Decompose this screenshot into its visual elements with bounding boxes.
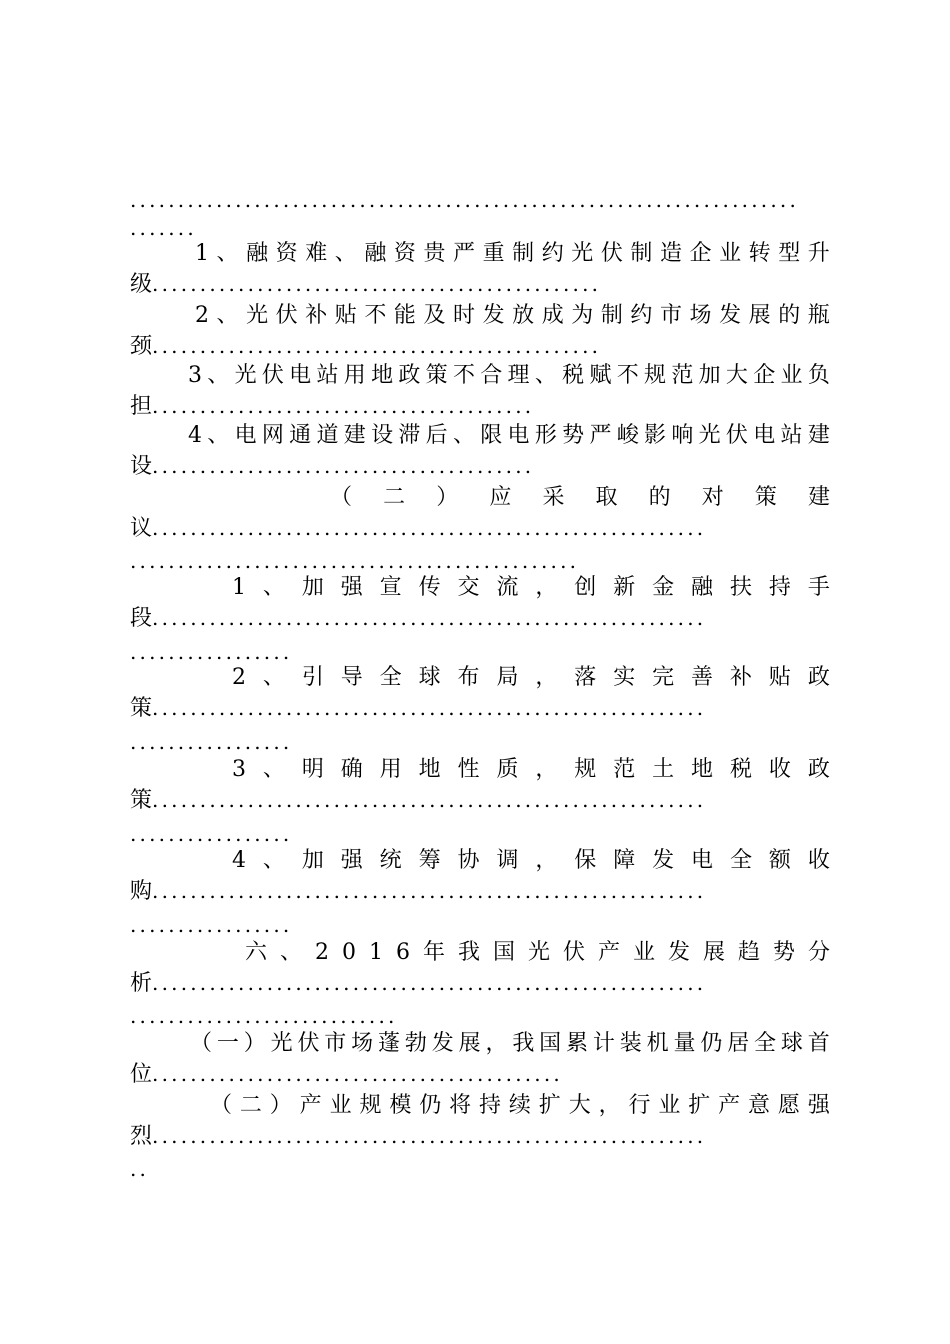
heading-char: 资 [393,241,416,266]
heading-char: 流 [496,575,519,600]
heading-char: 调 [496,848,519,873]
toc-entry-heading[interactable] [232,662,830,694]
heading-char: 、 [534,363,557,388]
toc-entry-cont[interactable] [130,1058,830,1090]
heading-char: 不 [452,363,475,388]
toc-entry-cont[interactable] [130,875,830,907]
heading-char: 税 [562,363,585,388]
toc-leader-dots: ............................................... [152,272,602,296]
heading-char: 通 [289,423,312,448]
heading-char: 、 [334,241,357,266]
heading-char: 伏 [275,303,298,328]
heading-char: 赋 [589,363,612,388]
heading-char: 能 [393,303,416,328]
toc-entry-cont[interactable] [130,967,830,999]
heading-char: 2 [315,940,329,965]
heading-char: 实 [613,665,636,690]
heading-char: 扶 [729,575,752,600]
heading-char: 、 [262,665,285,690]
toc-leader-dots: ........................................ [152,454,535,478]
toc-leader-dots: .......................................................... [152,696,707,720]
heading-char: 场 [689,303,712,328]
heading-char: ） [269,1093,292,1118]
heading-char: 影 [644,423,667,448]
heading-char: 装 [619,1031,642,1056]
heading-char: 地 [691,757,714,782]
heading-char: 企 [753,363,776,388]
heading-char: 导 [340,665,363,690]
heading-char: 约 [630,303,653,328]
heading-char: 范 [613,757,636,782]
heading-char: 模 [389,1093,412,1118]
heading-char: 制 [600,303,623,328]
heading-char: 场 [351,1031,374,1056]
toc-leader-dots: .......................................................... [152,971,707,995]
heading-char: 明 [301,757,324,782]
heading-char: 为 [571,303,594,328]
toc-entry-heading[interactable] [195,300,830,332]
heading-char: 用 [343,363,366,388]
heading-char: 仍 [419,1093,442,1118]
toc-leader-dots: ........................................... [152,1062,563,1086]
heading-char: 强 [807,1093,830,1118]
heading-char: 造 [659,241,682,266]
heading-char: 新 [613,575,636,600]
heading-char: 伏 [261,363,284,388]
heading-char: 市 [324,1031,347,1056]
heading-char: 企 [689,241,712,266]
heading-char: 、 [216,303,239,328]
heading-char: 质 [496,757,519,782]
toc-leader-dots: ............................................... [152,334,602,358]
heading-char: 加 [301,848,324,873]
heading-char: 产 [718,1093,741,1118]
toc-entry-last-char: 策 [130,696,153,721]
heading-char: （ [330,485,353,510]
heading-char: 手 [807,575,830,600]
heading-char: 、 [452,423,475,448]
heading-char: 持 [768,575,791,600]
toc-entry-cont[interactable] [130,512,830,544]
heading-char: 税 [729,757,752,782]
heading-char: 收 [807,848,830,873]
heading-char: 筹 [418,848,441,873]
heading-char: 意 [748,1093,771,1118]
heading-char: 光 [698,423,721,448]
heading-char: 难 [305,241,328,266]
heading-char: 扩 [688,1093,711,1118]
heading-char: 成 [541,303,564,328]
toc-leader-dots: .......................................................... [152,606,707,630]
heading-char: 不 [616,363,639,388]
heading-char: 趋 [737,940,760,965]
heading-char: 量 [673,1031,696,1056]
toc-entry-heading[interactable] [210,1090,830,1122]
heading-char: 电 [507,423,530,448]
heading-char: 1 [368,940,383,965]
heading-char: 规 [359,1093,382,1118]
heading-char: 势 [562,423,585,448]
toc-entry-heading[interactable] [330,482,830,514]
heading-char: 业 [780,363,803,388]
heading-char: 加 [301,575,324,600]
heading-char: 发 [667,940,690,965]
heading-char: 宣 [379,575,402,600]
heading-char: 市 [659,303,682,328]
heading-char: 制 [630,241,653,266]
heading-char: 发 [652,848,675,873]
heading-char: 业 [658,1093,681,1118]
heading-char: 对 [701,485,724,510]
heading-char: 电 [753,423,776,448]
heading-char: 加 [698,363,721,388]
heading-char: 光 [234,363,257,388]
toc-entry-heading[interactable] [232,754,830,786]
toc-entry-cont[interactable] [130,1120,830,1152]
heading-char: 政 [398,363,421,388]
heading-char: 型 [778,241,801,266]
heading-char: ， [485,1031,508,1056]
heading-char: 时 [453,303,476,328]
toc-leader-dots: ................. [130,913,293,937]
heading-char: 不 [364,303,387,328]
heading-char: 补 [305,303,328,328]
heading-char: 球 [780,1031,803,1056]
toc-leader-dots: .. [130,1157,150,1181]
toc-entry-cont[interactable] [130,268,830,300]
heading-char: 取 [595,485,618,510]
heading-char: 六 [245,940,268,965]
heading-char: 、 [262,757,285,782]
heading-char: 落 [574,665,597,690]
heading-char: 保 [574,848,597,873]
heading-char: 布 [457,665,480,690]
heading-char: 全 [754,1031,777,1056]
heading-char: 传 [418,575,441,600]
toc-entry-heading[interactable] [232,572,830,604]
heading-char: 大 [568,1093,591,1118]
heading-char: 范 [671,363,694,388]
toc-leader-dots: ...................................................................... [130,188,800,212]
heading-char: 1 [195,241,209,266]
toc-entry-last-char: 级 [130,272,153,297]
heading-char: 策 [425,363,448,388]
heading-char: 伏 [725,423,748,448]
heading-char: 额 [768,848,791,873]
heading-char: 业 [329,1093,352,1118]
heading-char: 站 [316,363,339,388]
heading-char: 强 [340,575,363,600]
toc-entry-last-char: 担 [130,394,153,419]
toc-entry-last-char: 购 [130,879,153,904]
heading-char: 扩 [538,1093,561,1118]
heading-char: 善 [691,665,714,690]
heading-char: 2 [195,303,209,328]
heading-char: 金 [652,575,675,600]
heading-char: 、 [216,241,239,266]
heading-char: 累 [566,1031,589,1056]
heading-char: 国 [539,1031,562,1056]
toc-leader-dots: ....... [130,216,197,240]
heading-char: 用 [379,757,402,782]
heading-char: 、 [262,848,285,873]
heading-char: 勃 [404,1031,427,1056]
heading-char: 蓬 [378,1031,401,1056]
toc-leader-dots: ............................................... [130,549,580,573]
heading-char: 伏 [297,1031,320,1056]
toc-entry-cont[interactable] [130,602,830,634]
toc-entry-cont[interactable] [130,390,830,422]
heading-char: 交 [457,575,480,600]
heading-char: 规 [574,757,597,782]
toc-leader-dots: .......................................................... [152,788,707,812]
heading-char: 愿 [777,1093,800,1118]
heading-char: 的 [778,303,801,328]
heading-char: 发 [719,303,742,328]
heading-char: 制 [512,241,535,266]
toc-leader-dots: .......................................................... [152,879,707,903]
heading-char: 全 [379,665,402,690]
heading-char: （ [190,1031,213,1056]
heading-char: 2 [232,665,246,690]
heading-char: 国 [492,940,515,965]
heading-char: 电 [234,423,257,448]
heading-char: 严 [453,241,476,266]
heading-char: 、 [280,940,303,965]
heading-char: 放 [512,303,535,328]
heading-char: 发 [482,303,505,328]
heading-char: ） [436,485,459,510]
toc-entry-cont[interactable] [130,784,830,816]
heading-char: 分 [807,940,830,965]
heading-char: ） [243,1031,266,1056]
heading-char: 资 [275,241,298,266]
heading-char: 约 [541,241,564,266]
heading-char: 局 [496,665,519,690]
heading-char: 策 [754,485,777,510]
heading-char: 重 [482,241,505,266]
heading-char: 二 [239,1093,262,1118]
toc-entry-heading[interactable] [188,420,830,452]
heading-char: 3 [188,363,202,388]
heading-char: 展 [748,303,771,328]
toc-leader-dots: ................. [130,640,293,664]
heading-char: 确 [340,757,363,782]
heading-char: ， [535,757,558,782]
heading-char: 将 [449,1093,472,1118]
heading-char: 光 [246,303,269,328]
heading-char: 理 [507,363,530,388]
heading-char: 升 [807,241,830,266]
heading-char: 滞 [398,423,421,448]
heading-char: 土 [652,757,675,782]
heading-char: 网 [261,423,284,448]
heading-char: （ [210,1093,233,1118]
heading-char: 伏 [562,940,585,965]
toc-leader-dots: ................. [130,822,293,846]
toc-entry-last-char: 设 [130,454,153,479]
toc-entry-heading[interactable] [188,360,830,392]
heading-char: 形 [534,423,557,448]
heading-char: 瓶 [807,303,830,328]
heading-char: ， [598,1093,621,1118]
heading-char: 光 [571,241,594,266]
heading-char: 性 [457,757,480,782]
heading-char: 站 [780,423,803,448]
heading-char: 建 [343,423,366,448]
heading-char: 设 [371,423,394,448]
heading-char: 产 [597,940,620,965]
heading-char: 续 [508,1093,531,1118]
heading-char: 全 [729,848,752,873]
heading-char: 贵 [423,241,446,266]
heading-char: 融 [246,241,269,266]
toc-leader-dots: ............................ [130,1004,398,1028]
toc-entry-cont[interactable] [130,450,830,482]
heading-char: 融 [691,575,714,600]
toc-entry-last-char: 烈 [130,1124,153,1149]
toc-entry-cont[interactable] [130,692,830,724]
heading-char: 、 [207,363,230,388]
heading-char: 障 [613,848,636,873]
toc-entry-last-char: 位 [130,1062,153,1087]
heading-char: 仍 [700,1031,723,1056]
heading-char: 年 [422,940,445,965]
toc-leader-dots: ................. [130,730,293,754]
heading-char: 统 [379,848,402,873]
heading-char: 展 [458,1031,481,1056]
heading-char: ， [535,848,558,873]
toc-entry-last-char: 议 [130,516,153,541]
heading-char: 规 [644,363,667,388]
heading-char: 收 [768,757,791,782]
toc-entry-last-char: 颈 [130,334,153,359]
heading-char: 4 [188,423,202,448]
heading-char: 峻 [616,423,639,448]
heading-char: 光 [527,940,550,965]
heading-char: 的 [648,485,671,510]
heading-char: 二 [383,485,406,510]
toc-entry-last-char: 段 [130,606,153,631]
heading-char: 完 [652,665,675,690]
heading-char: 居 [727,1031,750,1056]
heading-char: 政 [807,665,830,690]
toc-leader-dots: .......................................................... [152,516,707,540]
heading-char: 贴 [334,303,357,328]
heading-char: 合 [480,363,503,388]
heading-char: 大 [725,363,748,388]
heading-char: 展 [702,940,725,965]
heading-char: 业 [632,940,655,965]
heading-char: 发 [431,1031,454,1056]
heading-char: 4 [232,848,246,873]
heading-char: 转 [748,241,771,266]
heading-char: 、 [262,575,285,600]
heading-char: 地 [371,363,394,388]
heading-char: 球 [418,665,441,690]
heading-char: 限 [480,423,503,448]
heading-char: 电 [289,363,312,388]
toc-entry-last-char: 析 [130,971,153,996]
heading-char: 6 [395,940,410,965]
heading-char: ， [535,665,558,690]
toc-entry-last-char: 策 [130,788,153,813]
heading-char: 贴 [768,665,791,690]
heading-char: 光 [270,1031,293,1056]
heading-char: 产 [299,1093,322,1118]
heading-char: ， [535,575,558,600]
heading-char: 后 [425,423,448,448]
heading-char: 我 [457,940,480,965]
heading-char: 伏 [600,241,623,266]
heading-char: 协 [457,848,480,873]
heading-char: 建 [807,485,830,510]
heading-char: 引 [301,665,324,690]
toc-leader-dots: .......................................................... [152,1124,707,1148]
heading-char: 一 [216,1031,239,1056]
heading-char: 1 [232,575,246,600]
heading-char: 持 [479,1093,502,1118]
heading-char: 响 [671,423,694,448]
heading-char: 采 [542,485,565,510]
heading-char: 机 [646,1031,669,1056]
heading-char: 补 [729,665,752,690]
heading-char: 负 [807,363,830,388]
toc-entry-heading[interactable] [245,937,830,969]
heading-char: 创 [574,575,597,600]
heading-char: 首 [807,1031,830,1056]
heading-char: 应 [489,485,512,510]
toc-entry-heading[interactable] [190,1028,830,1060]
heading-char: 建 [807,423,830,448]
heading-char: 、 [207,423,230,448]
heading-char: 及 [423,303,446,328]
toc-entry-cont[interactable] [130,330,830,362]
toc-entry-heading[interactable] [232,845,830,877]
heading-char: 电 [691,848,714,873]
heading-char: 3 [232,757,246,782]
heading-char: 强 [340,848,363,873]
heading-char: 我 [512,1031,535,1056]
heading-char: 业 [719,241,742,266]
heading-char: 计 [592,1031,615,1056]
heading-char: 势 [772,940,795,965]
heading-char: 政 [807,757,830,782]
toc-leader-dots: ........................................ [152,394,535,418]
heading-char: 严 [589,423,612,448]
toc-entry-heading[interactable] [195,238,830,270]
heading-char: 融 [364,241,387,266]
heading-char: 0 [341,940,356,965]
heading-char: 地 [418,757,441,782]
heading-char: 道 [316,423,339,448]
heading-char: 行 [628,1093,651,1118]
